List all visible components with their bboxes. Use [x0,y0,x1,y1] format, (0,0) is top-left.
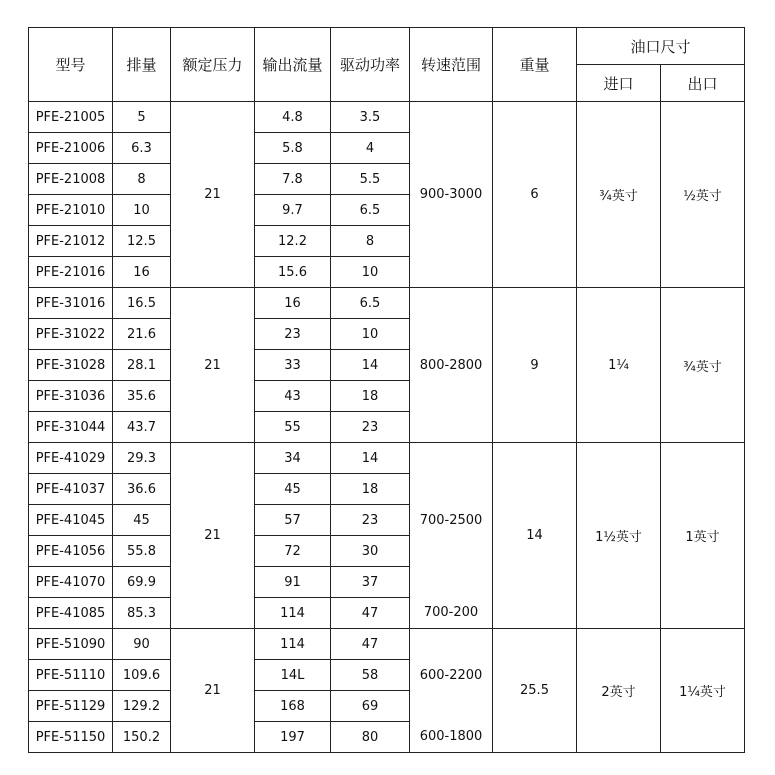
displacement-cell: 55.8 [113,536,171,567]
header-model: 型号 [29,28,113,102]
speed-range-cell: 800-2800 [410,288,493,443]
rated-pressure-cell: 21 [171,629,255,753]
weight-cell: 25.5 [493,629,577,753]
weight-cell: 9 [493,288,577,443]
model-cell: PFE-51110 [29,660,113,691]
header-output-flow: 输出流量 [255,28,331,102]
displacement-cell: 109.6 [113,660,171,691]
output-flow-cell: 15.6 [255,257,331,288]
output-flow-cell: 9.7 [255,195,331,226]
header-rated-pressure: 额定压力 [171,28,255,102]
output-flow-cell: 57 [255,505,331,536]
model-cell: PFE-21005 [29,102,113,133]
output-flow-cell: 45 [255,474,331,505]
table-row [29,443,745,474]
weight-cell: 6 [493,102,577,288]
header-port-size: 油口尺寸 [577,28,745,65]
speed-range-cell: 700-200 [410,598,493,629]
drive-power-cell: 23 [331,412,410,443]
spec-table [28,27,745,753]
header-weight: 重量 [493,28,577,102]
drive-power-cell: 18 [331,381,410,412]
model-cell: PFE-21012 [29,226,113,257]
drive-power-cell: 30 [331,536,410,567]
outlet-cell: ¾英寸 [661,288,745,443]
drive-power-cell: 14 [331,443,410,474]
model-cell: PFE-41056 [29,536,113,567]
drive-power-cell: 23 [331,505,410,536]
displacement-cell: 21.6 [113,319,171,350]
header-drive-power: 驱动功率 [331,28,410,102]
output-flow-cell: 91 [255,567,331,598]
model-cell: PFE-31022 [29,319,113,350]
table-header [29,28,745,102]
model-cell: PFE-31016 [29,288,113,319]
output-flow-cell: 16 [255,288,331,319]
drive-power-cell: 47 [331,598,410,629]
displacement-cell: 45 [113,505,171,536]
rated-pressure-cell: 21 [171,102,255,288]
drive-power-cell: 58 [331,660,410,691]
drive-power-cell: 3.5 [331,102,410,133]
model-cell: PFE-21016 [29,257,113,288]
output-flow-cell: 4.8 [255,102,331,133]
displacement-cell: 36.6 [113,474,171,505]
drive-power-cell: 14 [331,350,410,381]
drive-power-cell: 8 [331,226,410,257]
displacement-cell: 6.3 [113,133,171,164]
output-flow-cell: 33 [255,350,331,381]
displacement-cell: 43.7 [113,412,171,443]
output-flow-cell: 43 [255,381,331,412]
displacement-cell: 28.1 [113,350,171,381]
speed-range-cell: 600-2200 [410,629,493,722]
displacement-cell: 10 [113,195,171,226]
drive-power-cell: 6.5 [331,288,410,319]
drive-power-cell: 10 [331,319,410,350]
rated-pressure-cell: 21 [171,288,255,443]
displacement-cell: 35.6 [113,381,171,412]
displacement-cell: 29.3 [113,443,171,474]
inlet-cell: 1¼ [577,288,661,443]
output-flow-cell: 197 [255,722,331,753]
model-cell: PFE-41085 [29,598,113,629]
model-cell: PFE-51150 [29,722,113,753]
outlet-cell: ½英寸 [661,102,745,288]
displacement-cell: 90 [113,629,171,660]
drive-power-cell: 10 [331,257,410,288]
table-row [29,288,745,319]
displacement-cell: 16.5 [113,288,171,319]
drive-power-cell: 4 [331,133,410,164]
model-cell: PFE-21010 [29,195,113,226]
output-flow-cell: 55 [255,412,331,443]
outlet-cell: 1¼英寸 [661,629,745,753]
output-flow-cell: 34 [255,443,331,474]
drive-power-cell: 80 [331,722,410,753]
drive-power-cell: 18 [331,474,410,505]
table-row [29,629,745,660]
weight-cell: 14 [493,443,577,629]
table-body [29,102,745,753]
header-inlet: 进口 [577,65,661,102]
speed-range-cell: 900-3000 [410,102,493,288]
output-flow-cell: 5.8 [255,133,331,164]
rated-pressure-cell: 21 [171,443,255,629]
header-outlet: 出口 [661,65,745,102]
drive-power-cell: 5.5 [331,164,410,195]
header-displacement: 排量 [113,28,171,102]
model-cell: PFE-41045 [29,505,113,536]
displacement-cell: 129.2 [113,691,171,722]
output-flow-cell: 72 [255,536,331,567]
model-cell: PFE-51129 [29,691,113,722]
displacement-cell: 5 [113,102,171,133]
model-cell: PFE-21008 [29,164,113,195]
drive-power-cell: 37 [331,567,410,598]
model-cell: PFE-41070 [29,567,113,598]
displacement-cell: 12.5 [113,226,171,257]
output-flow-cell: 23 [255,319,331,350]
outlet-cell: 1英寸 [661,443,745,629]
model-cell: PFE-31036 [29,381,113,412]
output-flow-cell: 12.2 [255,226,331,257]
speed-range-cell: 600-1800 [410,722,493,753]
output-flow-cell: 114 [255,598,331,629]
drive-power-cell: 69 [331,691,410,722]
drive-power-cell: 47 [331,629,410,660]
model-cell: PFE-31044 [29,412,113,443]
output-flow-cell: 168 [255,691,331,722]
model-cell: PFE-21006 [29,133,113,164]
inlet-cell: 1½英寸 [577,443,661,629]
output-flow-cell: 7.8 [255,164,331,195]
inlet-cell: ¾英寸 [577,102,661,288]
displacement-cell: 85.3 [113,598,171,629]
output-flow-cell: 114 [255,629,331,660]
inlet-cell: 2英寸 [577,629,661,753]
model-cell: PFE-51090 [29,629,113,660]
displacement-cell: 8 [113,164,171,195]
displacement-cell: 69.9 [113,567,171,598]
displacement-cell: 16 [113,257,171,288]
speed-range-cell: 700-2500 [410,443,493,598]
model-cell: PFE-41037 [29,474,113,505]
output-flow-cell: 14L [255,660,331,691]
table-row [29,102,745,133]
displacement-cell: 150.2 [113,722,171,753]
header-speed-range: 转速范围 [410,28,493,102]
drive-power-cell: 6.5 [331,195,410,226]
model-cell: PFE-31028 [29,350,113,381]
model-cell: PFE-41029 [29,443,113,474]
